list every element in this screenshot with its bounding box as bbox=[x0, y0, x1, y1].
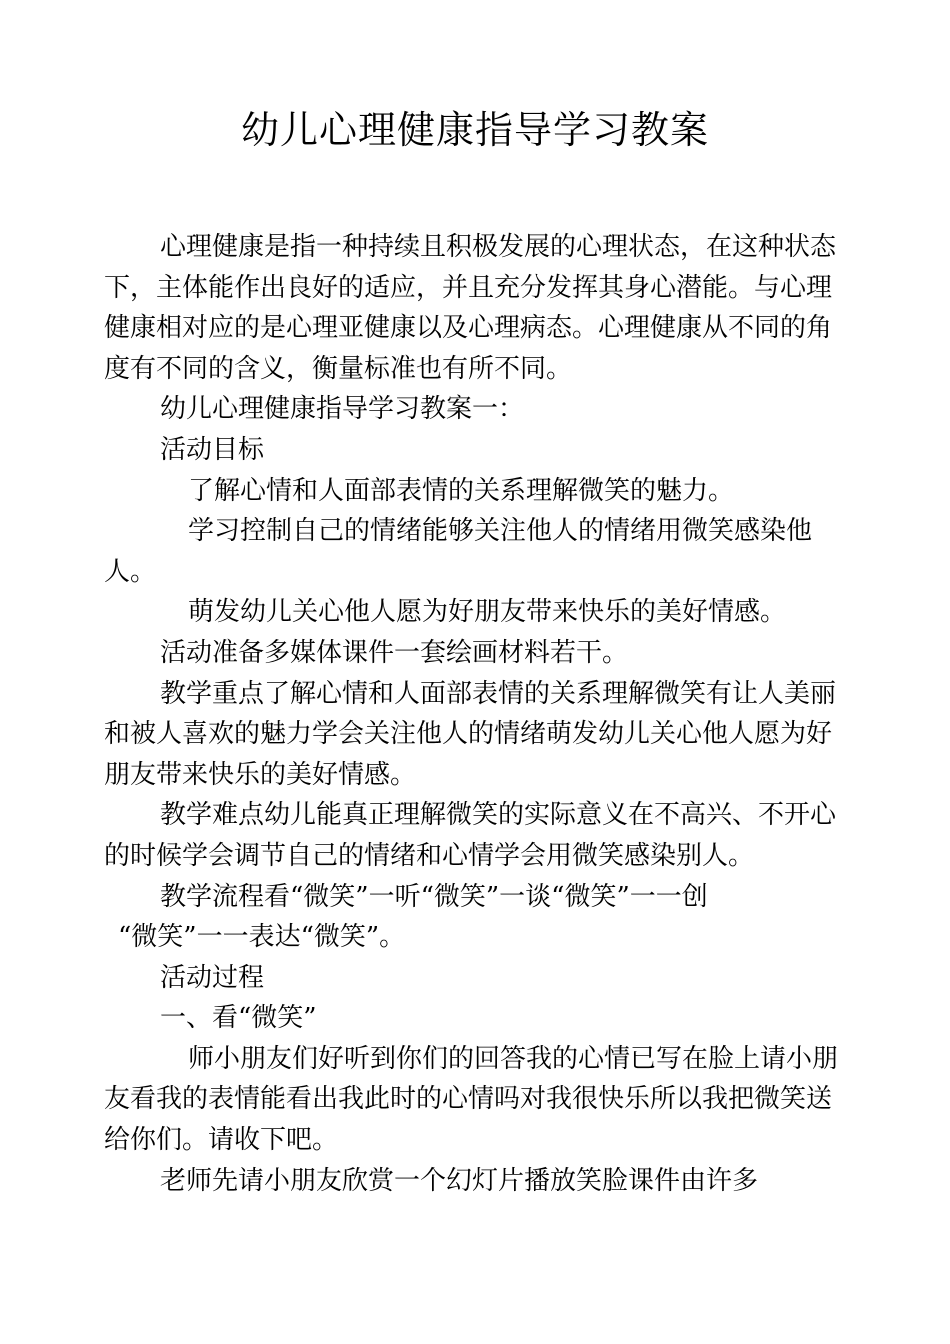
lesson-heading: 幼儿心理健康指导学习教案一： bbox=[160, 394, 525, 425]
section-heading-goals: 活动目标 bbox=[160, 434, 265, 465]
document-body bbox=[104, 227, 840, 1201]
goal-item: 了解心情和人面部表情的关系理解微笑的魅力。 bbox=[188, 475, 735, 506]
difficulties-paragraph: 教学难点幼儿能真正理解微笑的实际意义在不高兴、不开心的时候学会调节自己的情绪和心情学会用微笑感染别人。 bbox=[104, 800, 837, 871]
key-points-paragraph: 教学重点了解心情和人面部表情的关系理解微笑有让人美丽和被人喜欢的魅力学会关注他人的情绪萌发幼儿关心他人愿为好朋友带来快乐的美好情感。 bbox=[104, 678, 837, 790]
process-paragraph-continued: “微笑”一一表达“微笑”。 bbox=[118, 922, 406, 953]
section-heading-process: 活动过程 bbox=[160, 962, 265, 993]
goal-item: 学习控制自己的情绪能够关注他人的情绪用微笑感染他人。 bbox=[104, 516, 813, 587]
preparation-paragraph: 活动准备多媒体课件一套绘画材料若干。 bbox=[160, 637, 629, 668]
process-paragraph: 教学流程看“微笑”一听“微笑”一谈“微笑”一一创 bbox=[160, 881, 708, 912]
document-title: 幼儿心理健康指导学习教案 bbox=[240, 108, 709, 152]
slideshow-paragraph: 老师先请小朋友欣赏一个幻灯片播放笑脸课件由许多 bbox=[160, 1165, 759, 1196]
goal-item: 萌发幼儿关心他人愿为好朋友带来快乐的美好情感。 bbox=[188, 597, 787, 628]
step-heading: 一、看“微笑” bbox=[160, 1003, 317, 1034]
teacher-dialogue-paragraph: 师小朋友们好听到你们的回答我的心情已写在脸上请小朋友看我的表情能看出我此时的心情吗对我很快乐所以我把微笑送给你们。请收下吧。 bbox=[104, 1043, 839, 1156]
intro-paragraph: 心理健康是指一种持续且积极发展的心理状态，在这种状态下，主体能作出良好的适应，并且充分发挥其身心潜能。与心理健康相对应的是心理亚健康以及心理病态。心理健康从不同的角度有不同的含义，衡量标准也有所不同。 bbox=[104, 232, 837, 384]
